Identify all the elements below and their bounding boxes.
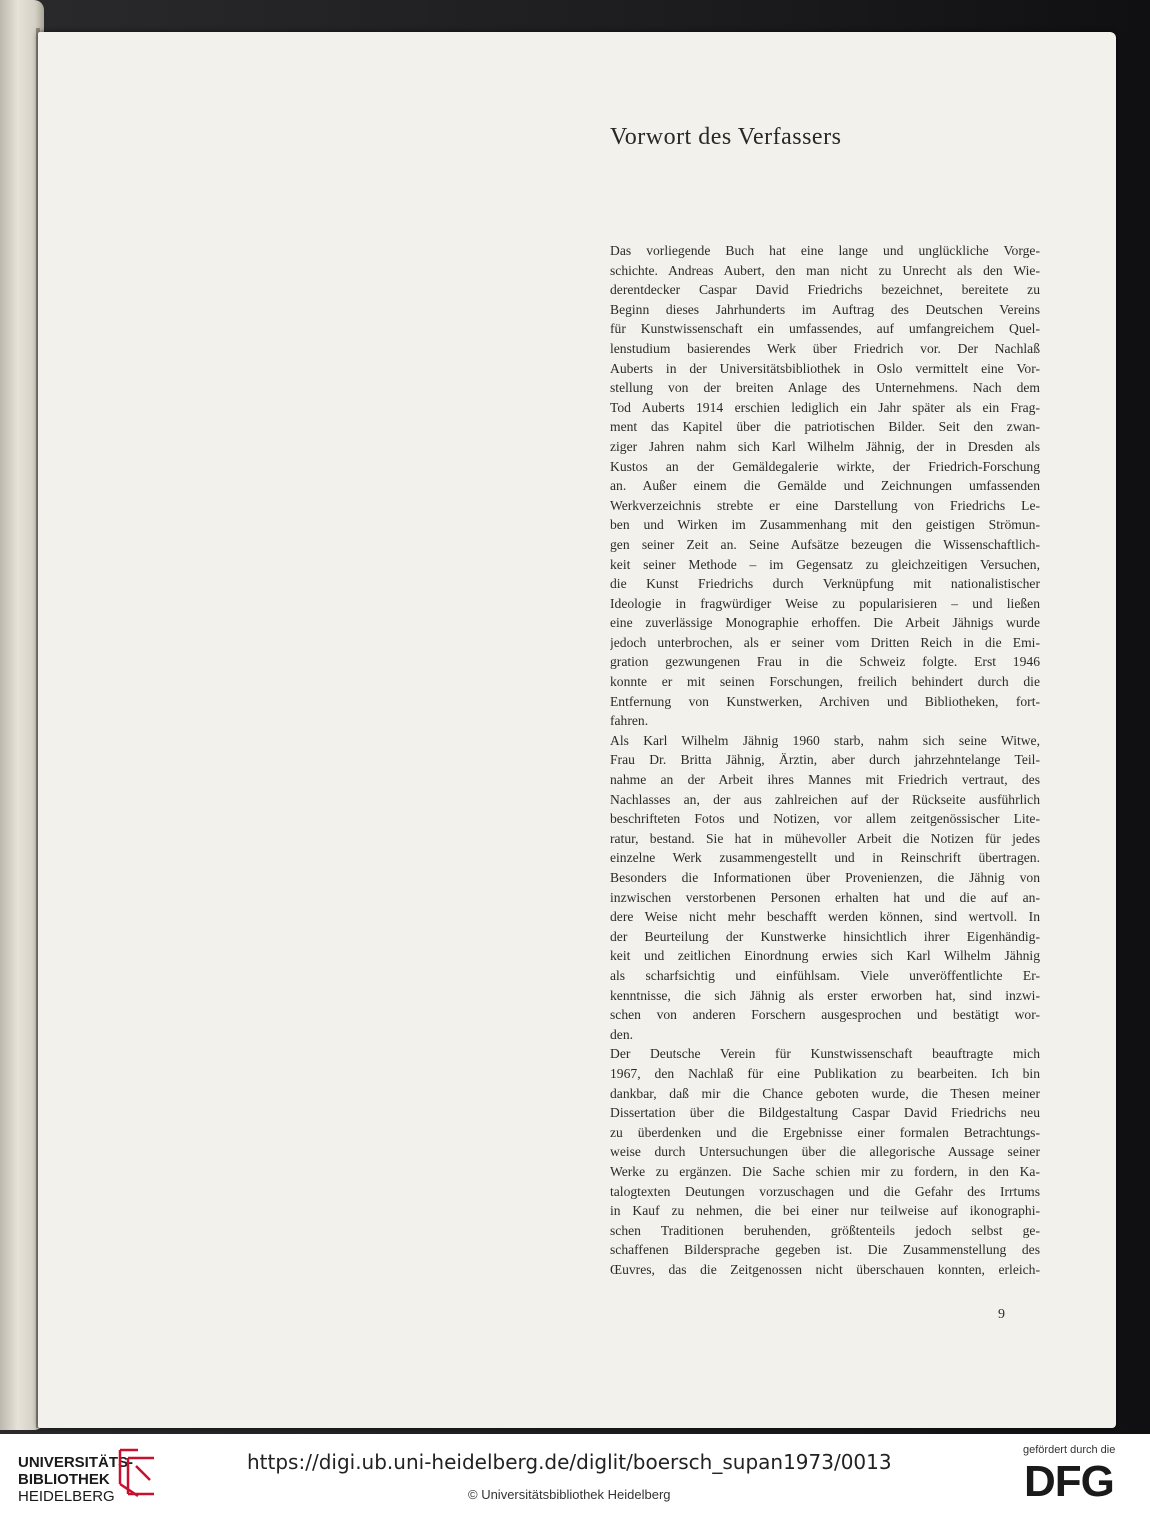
text-line: dankbar, daß mir die Chance geboten wurde, die Thesen meiner: [610, 1085, 1040, 1101]
chapter-title: Vorwort des Verfassers: [610, 124, 842, 150]
text-line: stellung von der breiten Anlage des Unternehmens. Nach dem: [610, 380, 1040, 396]
text-line: Werke zu ergänzen. Die Sache schien mir zu fordern, in den Ka-: [610, 1163, 1040, 1179]
document-url-link[interactable]: https://digi.ub.uni-heidelberg.de/diglit/boersch_supan1973/0013: [247, 1450, 892, 1474]
text-line: Œuvres, das die Zeitgenossen nicht überschauen konnten, erleich-: [610, 1261, 1040, 1277]
text-line: Als Karl Wilhelm Jähnig 1960 starb, nahm sich seine Witwe,: [610, 732, 1040, 748]
text-line: beschrifteten Fotos und Notizen, vor allem zeitgenössischer Lite-: [610, 811, 1040, 827]
text-line: Werkverzeichnis strebte er eine Darstellung von Friedrichs Le-: [610, 497, 1040, 513]
text-line: Kustos an der Gemäldegalerie wirkte, der Friedrich-Forschung: [610, 458, 1040, 474]
text-line: keit und zeitlichen Einordnung erwies sich Karl Wilhelm Jähnig: [610, 948, 1040, 964]
body-text: [610, 241, 1040, 1279]
text-line: gration gezwungenen Frau in die Schweiz folgte. Erst 1946: [610, 654, 1040, 670]
footer-bar: [0, 1434, 1150, 1516]
text-line: weise durch Untersuchungen über die allegorische Aussage seiner: [610, 1144, 1040, 1160]
text-line: eine zuverlässige Monographie erhoffen. Die Arbeit Jähnigs wurde: [610, 615, 1040, 631]
funder-caption: gefördert durch die: [1023, 1444, 1116, 1456]
text-line: in Kauf zu nehmen, die bei einer nur teilweise auf ikonographi-: [610, 1203, 1040, 1219]
text-line: zu überdenken und die Ergebnisse einer formalen Betrachtungs-: [610, 1124, 1040, 1140]
text-line: als scharfsichtig und einfühlsam. Viele unveröffentlichte Er-: [610, 967, 1040, 983]
text-line: die Kunst Friedrichs durch Verknüpfung mit nationalistischer: [610, 576, 1040, 592]
text-line: Besonders die Informationen über Provenienzen, die Jähnig von: [610, 870, 1040, 885]
text-line: fahren.: [610, 713, 649, 729]
text-line: einzelne Werk zusammengestellt und in Reinschrift übertragen.: [610, 850, 1040, 866]
text-line: schichte. Andreas Aubert, den man nicht zu Unrecht als den Wie-: [610, 262, 1040, 278]
library-logo-icon[interactable]: [114, 1444, 160, 1502]
text-line: Nachlasses an, der aus zahlreichen auf der Rückseite ausführlich: [610, 791, 1040, 807]
text-line: an. Außer einem die Gemälde und Zeichnungen umfassenden: [610, 478, 1040, 494]
text-line: ben und Wirken im Zusammenhang mit den geistigen Strömun-: [610, 517, 1040, 533]
text-line: Auberts in der Universitätsbibliothek in Oslo vermittelt eine Vor-: [610, 360, 1040, 376]
text-line: gen seiner Zeit an. Seine Aufsätze bezeugen die Wissenschaftlich-: [610, 536, 1040, 552]
text-line: keit seiner Methode – im Gegensatz zu gleichzeitigen Versuchen,: [610, 556, 1040, 572]
text-line: schen von anderen Forschern ausgesprochen und bestätigt wor-: [610, 1007, 1040, 1023]
text-line: Beginn dieses Jahrhunderts im Auftrag des Deutschen Vereins: [610, 301, 1040, 317]
library-name-line3: HEIDELBERG: [18, 1488, 115, 1505]
page-number: 9: [998, 1307, 1005, 1322]
text-line: jedoch unterbrochen, als er seiner vom Dritten Reich in die Emi-: [610, 634, 1040, 650]
text-line: 1967, den Nachlaß für eine Publikation zu bearbeiten. Ich bin: [610, 1065, 1040, 1081]
text-line: ratur, bestand. Sie hat in mühevoller Arbeit die Notizen für jedes: [610, 830, 1040, 846]
text-line: konnte er mit seinen Forschungen, freilich behindert durch die: [610, 674, 1040, 690]
text-line: Frau Dr. Britta Jähnig, Ärztin, aber durch jahrzehntelange Teil-: [610, 752, 1040, 768]
text-line: schaffenen Bildersprache gegeben ist. Die Zusammenstellung des: [610, 1242, 1040, 1258]
text-line: Entfernung von Kunstwerken, Archiven und Bibliotheken, fort-: [610, 693, 1040, 709]
text-line: dere Weise nicht mehr beschafft werden können, sind wertvoll. In: [610, 909, 1040, 925]
text-line: talogtexten Deutungen vorzuschagen und die Gefahr des Irrtums: [610, 1183, 1040, 1199]
copyright-notice: © Universitätsbibliothek Heidelberg: [468, 1487, 671, 1502]
text-line: ziger Jahren nahm sich Karl Wilhelm Jähnig, der in Dresden als: [610, 438, 1040, 454]
text-line: lenstudium basierendes Werk über Friedrich vor. Der Nachlaß: [610, 340, 1040, 356]
dfg-logo[interactable]: DFG: [1024, 1457, 1114, 1506]
text-line: der Beurteilung der Kunstwerke hinsichtlich ihrer Eigenhändig-: [610, 928, 1040, 944]
text-line: ment das Kapitel über die patriotischen Bilder. Seit den zwan-: [610, 419, 1040, 435]
text-line: Tod Auberts 1914 erschien lediglich ein Jahr später als ein Frag-: [610, 399, 1040, 415]
text-line: schen Traditionen beruhenden, größtenteils jedoch selbst ge-: [610, 1222, 1040, 1238]
text-line: für Kunstwissenschaft ein umfassendes, auf umfangreichem Quel-: [610, 321, 1040, 337]
text-line: Dissertation über die Bildgestaltung Caspar David Friedrichs neu: [610, 1105, 1040, 1121]
text-line: nahme an der Arbeit ihres Mannes mit Friedrich vertraut, des: [610, 772, 1040, 788]
text-line: Das vorliegende Buch hat eine lange und unglückliche Vorge-: [610, 243, 1040, 258]
text-line: kenntnisse, die sich Jähnig als erster erworben hat, sind inzwi-: [610, 987, 1040, 1003]
text-line: inzwischen verstorbenen Personen erhalten hat und die auf an-: [610, 889, 1040, 905]
text-line: den.: [610, 1026, 634, 1042]
library-name-line2: BIBLIOTHEK: [18, 1471, 110, 1488]
text-line: derentdecker Caspar David Friedrichs bezeichnet, bereitete zu: [610, 282, 1040, 298]
text-line: Ideologie in fragwürdiger Weise zu popularisieren – und ließen: [610, 595, 1040, 611]
text-line: Der Deutsche Verein für Kunstwissenschaft beauftragte mich: [610, 1046, 1040, 1062]
library-name-line1: UNIVERSITÄTS-: [18, 1454, 134, 1471]
